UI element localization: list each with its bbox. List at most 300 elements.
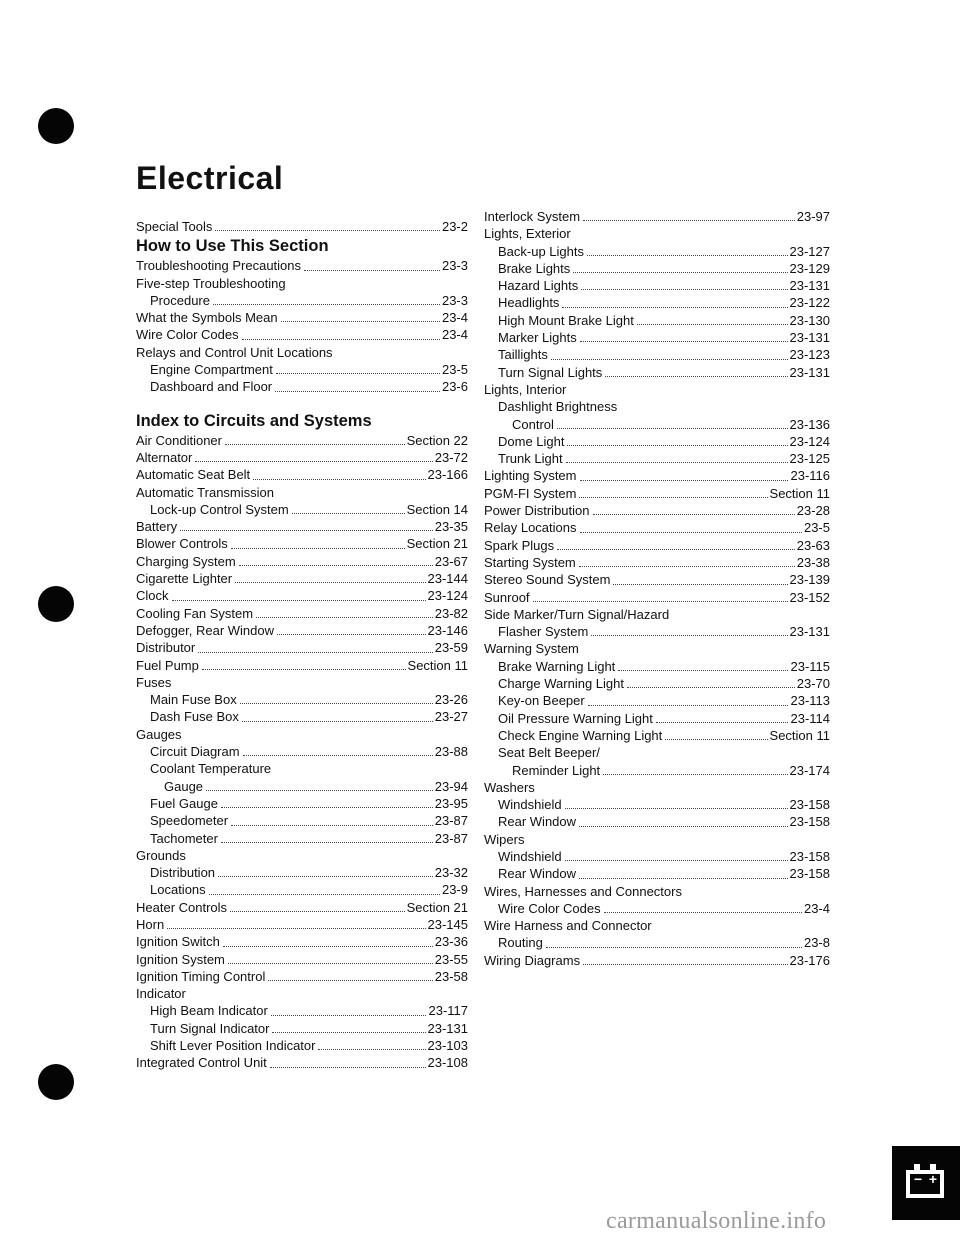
toc-entry-label: Check Engine Warning Light: [498, 727, 663, 743]
toc-entry-page: 23-136: [789, 416, 830, 432]
toc-entry: [136, 881, 468, 898]
toc-entry-page: 23-58: [434, 968, 468, 984]
toc-entry-page: 23-3: [441, 292, 468, 308]
minus-sign: −: [914, 1171, 923, 1187]
toc-entry: [484, 813, 830, 830]
dot-leader: [218, 876, 433, 877]
toc-entry-label: Flasher System: [498, 624, 589, 640]
toc-entry-page: 23-28: [796, 503, 830, 519]
toc-entry-label: Horn: [136, 916, 165, 932]
dot-leader: [580, 480, 789, 481]
toc-entry: [484, 692, 830, 709]
dot-leader: [270, 1067, 426, 1068]
dot-leader: [167, 928, 425, 929]
toc-entry: [136, 587, 468, 604]
toc-entry-label: Sunroof: [484, 589, 530, 605]
toc-entry-page: 23-115: [790, 658, 830, 674]
toc-entry-label: Headlights: [498, 295, 560, 311]
dot-leader: [223, 946, 433, 947]
toc-entry-page: 23-67: [434, 553, 468, 569]
dot-leader: [565, 860, 788, 861]
dot-leader: [318, 1049, 425, 1050]
dot-leader: [242, 339, 440, 340]
toc-entry: [136, 691, 468, 708]
dot-leader: [557, 428, 788, 429]
dot-leader: [275, 391, 440, 392]
toc-entry-page: 23-32: [434, 865, 468, 881]
toc-entry: [136, 899, 468, 916]
dot-leader: [579, 566, 795, 567]
toc-entry-page: 23-55: [434, 951, 468, 967]
toc-entry: [136, 639, 468, 656]
battery-icon: [906, 1170, 944, 1198]
toc-entry-label: Taillights: [498, 347, 548, 363]
toc-entry-page: 23-123: [789, 347, 830, 363]
binder-hole-top: [38, 108, 74, 144]
spacer: [136, 396, 468, 410]
toc-right-column: [484, 208, 830, 969]
toc-entry: [136, 449, 468, 466]
toc-entry-page: 23-108: [427, 1055, 468, 1071]
toc-entry-label: Troubleshooting Precautions: [136, 258, 302, 274]
toc-entry-label: Blower Controls: [136, 536, 228, 552]
toc-entry-page: Section 22: [406, 432, 468, 448]
toc-entry-page: 23-166: [427, 467, 468, 483]
dot-leader: [281, 321, 440, 322]
dot-leader: [231, 548, 405, 549]
toc-entry-page: 23-146: [427, 622, 468, 638]
toc-entry-label: Starting System: [484, 554, 576, 570]
toc-entry: [136, 622, 468, 639]
toc-group-heading: Fuses: [136, 674, 172, 690]
toc-entry-page: Section 11: [769, 727, 830, 743]
toc-entry: [136, 916, 468, 933]
toc-entry: [136, 812, 468, 829]
dot-leader: [656, 722, 789, 723]
dot-leader: [580, 341, 788, 342]
toc-entry-label: Air Conditioner: [136, 432, 222, 448]
dot-leader: [292, 513, 405, 514]
toc-entry-label: Wire Color Codes: [498, 900, 601, 916]
toc-entry-page: 23-116: [790, 468, 830, 484]
toc-entry-page: 23-176: [789, 952, 830, 968]
toc-entry: [484, 364, 830, 381]
toc-entry-label: Trunk Light: [498, 451, 563, 467]
toc-entry: [136, 1037, 468, 1054]
toc-entry-page: 23-139: [789, 572, 830, 588]
toc-entry-page: 23-5: [441, 362, 468, 378]
toc-entry: [484, 762, 830, 779]
toc-entry-label: Distribution: [150, 865, 216, 881]
toc-entry-label: Marker Lights: [498, 330, 577, 346]
toc-entry-label: Windshield: [498, 848, 562, 864]
toc-entry-label: Procedure: [150, 292, 210, 308]
toc-entry: [136, 292, 468, 309]
dot-leader: [221, 842, 433, 843]
toc-entry-page: 23-158: [789, 797, 830, 813]
toc-group-heading: Warning System: [484, 641, 579, 657]
toc-entry: [136, 466, 468, 483]
dot-leader: [591, 635, 787, 636]
toc-group-heading: Grounds: [136, 847, 186, 863]
toc-entry-page: 23-6: [441, 379, 468, 395]
toc-entry-label: Cooling Fan System: [136, 605, 254, 621]
toc-entry-page: 23-94: [434, 778, 468, 794]
dot-leader: [613, 584, 787, 585]
dot-leader: [579, 826, 787, 827]
toc-entry: [136, 535, 468, 552]
toc-entry-page: 23-8: [803, 935, 830, 951]
toc-entry-label: Main Fuse Box: [150, 692, 237, 708]
toc-entry-label: Stereo Sound System: [484, 572, 611, 588]
dot-leader: [221, 807, 433, 808]
dot-leader: [533, 601, 788, 602]
toc-entry: [484, 952, 830, 969]
toc-entry: [484, 589, 830, 606]
toc-entry: [136, 501, 468, 518]
toc-entry: [484, 727, 830, 744]
dot-leader: [579, 497, 767, 498]
toc-entry-page: Section 14: [406, 501, 468, 517]
toc-entry-label: Charge Warning Light: [498, 676, 624, 692]
toc-entry-page: 23-127: [789, 243, 830, 259]
toc-entry-label: Locations: [150, 882, 206, 898]
dot-leader: [256, 617, 433, 618]
battery-terminal-right: [930, 1164, 936, 1170]
toc-entry-label: Alternator: [136, 449, 193, 465]
toc-entry-page: 23-4: [441, 310, 468, 326]
toc-entry-label: Dash Fuse Box: [150, 709, 239, 725]
dot-leader: [225, 444, 405, 445]
dot-leader: [587, 255, 788, 256]
toc-entry-label: Back-up Lights: [498, 243, 584, 259]
toc-entry: [484, 260, 830, 277]
dot-leader: [665, 739, 767, 740]
toc-entry: [484, 277, 830, 294]
toc-entry-label: Rear Window: [498, 814, 577, 830]
toc-entry-label: Shift Lever Position Indicator: [150, 1038, 316, 1054]
toc-entry-page: 23-2: [441, 219, 468, 234]
toc-entry: [484, 934, 830, 951]
toc-entry-label: Relay Locations: [484, 520, 577, 536]
toc-entry-label: Gauge: [164, 778, 204, 794]
watermark: carmanualsonline.info: [606, 1208, 827, 1234]
toc-entry: [484, 485, 830, 502]
toc-entry-label: Circuit Diagram: [150, 744, 240, 760]
toc-entry: [484, 208, 830, 225]
toc-group-heading: Automatic Transmission: [136, 484, 274, 500]
toc-group-heading: Five-step Troubleshooting: [136, 275, 286, 291]
toc-entry: [484, 571, 830, 588]
toc-entry-page: 23-130: [789, 312, 830, 328]
dot-leader: [271, 1015, 427, 1016]
toc-entry-label: Ignition Switch: [136, 934, 220, 950]
toc-entry: [136, 1002, 468, 1019]
toc-entry-page: 23-113: [790, 693, 830, 709]
toc-entry-label: Hazard Lights: [498, 278, 579, 294]
toc-entry: [484, 450, 830, 467]
toc-entry-page: 23-38: [796, 554, 830, 570]
toc-entry: [484, 900, 830, 917]
toc-entry-page: 23-95: [434, 795, 468, 811]
toc-entry: [136, 518, 468, 535]
toc-entry: [136, 553, 468, 570]
toc-entry-page: 23-131: [427, 1020, 468, 1036]
toc-entry-label: Speedometer: [150, 813, 229, 829]
section-tab-badge: [892, 1146, 960, 1220]
binder-hole-bottom: [38, 1064, 74, 1100]
toc-entry-page: Section 11: [407, 657, 468, 673]
toc-entry: [484, 796, 830, 813]
toc-entry-page: 23-87: [434, 830, 468, 846]
toc-entry-page: 23-129: [789, 260, 830, 276]
toc-group-heading: Washers: [484, 779, 535, 795]
dot-leader: [588, 705, 789, 706]
toc-entry: [484, 467, 830, 484]
toc-entry: [136, 830, 468, 847]
toc-entry-page: 23-9: [441, 882, 468, 898]
toc-entry: [136, 933, 468, 950]
toc-left-column: [136, 218, 468, 1072]
toc-entry: [484, 675, 830, 692]
dot-leader: [604, 912, 802, 913]
toc-entry-page: 23-87: [434, 813, 468, 829]
dot-leader: [565, 808, 788, 809]
dot-leader: [605, 376, 787, 377]
toc-entry: [484, 312, 830, 329]
toc-entry-page: 23-131: [789, 364, 830, 380]
toc-entry: [136, 951, 468, 968]
dot-leader: [213, 304, 440, 305]
toc-entry: [136, 361, 468, 378]
toc-entry-page: 23-131: [789, 624, 830, 640]
toc-entry-page: 23-152: [789, 589, 830, 605]
dot-leader: [627, 687, 795, 688]
toc-entry: [136, 657, 468, 674]
toc-entry: [136, 1020, 468, 1037]
dot-leader: [240, 703, 433, 704]
toc-entry-label: Charging System: [136, 553, 236, 569]
toc-entry: [136, 968, 468, 985]
toc-entry-label: Dome Light: [498, 433, 565, 449]
toc-group-heading: Gauges: [136, 726, 182, 742]
toc-entry: [484, 346, 830, 363]
toc-entry-page: 23-124: [789, 433, 830, 449]
dot-leader: [593, 514, 795, 515]
toc-entry-page: 23-88: [434, 744, 468, 760]
dot-leader: [603, 774, 787, 775]
section-heading: Index to Circuits and Systems: [136, 411, 372, 430]
toc-entry: [484, 502, 830, 519]
toc-entry-page: 23-122: [789, 295, 830, 311]
dot-leader: [242, 721, 433, 722]
toc-entry-label: Fuel Gauge: [150, 795, 218, 811]
toc-entry-label: Oil Pressure Warning Light: [498, 710, 653, 726]
toc-entry-page: Section 21: [406, 899, 468, 915]
toc-entry-label: Brake Lights: [498, 260, 571, 276]
dot-leader: [195, 461, 432, 462]
toc-entry-label: Routing: [498, 935, 543, 951]
toc-entry-label: Reminder Light: [512, 762, 601, 778]
toc-group-heading: Wire Harness and Connector: [484, 918, 652, 934]
toc-entry-page: 23-131: [789, 278, 830, 294]
toc-entry: [484, 848, 830, 865]
dot-leader: [637, 324, 788, 325]
dot-leader: [580, 532, 802, 533]
dot-leader: [235, 582, 425, 583]
toc-entry-label: Turn Signal Lights: [498, 364, 603, 380]
toc-entry-label: Rear Window: [498, 866, 577, 882]
toc-entry: [484, 658, 830, 675]
toc-entry-label: Power Distribution: [484, 503, 590, 519]
toc-group-heading: Wipers: [484, 831, 525, 847]
toc-entry-label: High Mount Brake Light: [498, 312, 634, 328]
toc-entry-page: 23-82: [434, 605, 468, 621]
dot-leader: [202, 669, 406, 670]
toc-entry: [136, 1054, 468, 1071]
toc-entry-page: 23-3: [441, 258, 468, 274]
toc-entry-label: Fuel Pump: [136, 657, 199, 673]
toc-entry-label: Wire Color Codes: [136, 327, 239, 343]
toc-entry-page: 23-144: [427, 571, 468, 587]
dot-leader: [304, 270, 440, 271]
toc-entry: [484, 433, 830, 450]
toc-entry: [136, 570, 468, 587]
toc-entry: [484, 554, 830, 571]
dot-leader: [231, 825, 433, 826]
toc-entry-page: Section 11: [769, 485, 830, 501]
toc-entry: [136, 309, 468, 326]
toc-entry-page: 23-70: [796, 676, 830, 692]
page-title: Electrical: [136, 160, 284, 196]
toc-group-heading: Seat Belt Beeper/: [498, 745, 600, 761]
toc-entry: [136, 864, 468, 881]
toc-entry-page: 23-131: [789, 330, 830, 346]
dot-leader: [277, 634, 426, 635]
dot-leader: [562, 307, 787, 308]
toc-entry-label: Engine Compartment: [150, 362, 273, 378]
toc-entry-label: Turn Signal Indicator: [150, 1020, 270, 1036]
toc-entry-label: Lock-up Control System: [150, 501, 289, 517]
toc-entry: [484, 243, 830, 260]
toc-group-heading: Lights, Exterior: [484, 226, 571, 242]
toc-entry-page: 23-158: [789, 814, 830, 830]
toc-group-heading: Wires, Harnesses and Connectors: [484, 883, 682, 899]
toc-entry: [484, 865, 830, 882]
toc-entry-page: 23-174: [789, 762, 830, 778]
toc-entry-label: Battery: [136, 519, 178, 535]
toc-entry-page: Section 21: [406, 536, 468, 552]
toc-entry-page: 23-35: [434, 519, 468, 535]
toc-entry-label: Heater Controls: [136, 899, 228, 915]
dot-leader: [243, 755, 433, 756]
toc-entry-label: Key-on Beeper: [498, 693, 585, 709]
toc-entry-page: 23-97: [796, 209, 830, 224]
dot-leader: [583, 964, 787, 965]
toc-entry-page: 23-4: [441, 327, 468, 343]
toc-entry-label: Brake Warning Light: [498, 658, 616, 674]
toc-entry-label: Tachometer: [150, 830, 218, 846]
toc-entry-page: 23-72: [434, 449, 468, 465]
dot-leader: [581, 289, 787, 290]
toc-entry: [136, 605, 468, 622]
dot-leader: [180, 530, 433, 531]
toc-entry-label: Wiring Diagrams: [484, 952, 581, 968]
battery-terminal-left: [914, 1164, 920, 1170]
toc-entry-page: 23-27: [434, 709, 468, 725]
toc-entry-page: 23-26: [434, 692, 468, 708]
toc-group-heading: Dashlight Brightness: [498, 399, 618, 415]
dot-leader: [551, 359, 788, 360]
toc-entry: [136, 795, 468, 812]
dot-leader: [209, 894, 440, 895]
dot-leader: [228, 963, 433, 964]
toc-entry-page: 23-145: [427, 916, 468, 932]
dot-leader: [268, 980, 432, 981]
toc-entry-page: 23-114: [790, 710, 830, 726]
toc-entry-label: Dashboard and Floor: [150, 379, 273, 395]
toc-entry: [484, 519, 830, 536]
dot-leader: [239, 565, 433, 566]
dot-leader: [230, 911, 405, 912]
toc-group-heading: Side Marker/Turn Signal/Hazard: [484, 606, 670, 622]
toc-group-heading: Relays and Control Unit Locations: [136, 344, 333, 360]
dot-leader: [618, 670, 788, 671]
toc-entry-page: 23-59: [434, 640, 468, 656]
toc-entry: [136, 326, 468, 343]
toc-entry-label: High Beam Indicator: [150, 1003, 268, 1019]
toc-entry: [484, 329, 830, 346]
toc-entry-page: 23-63: [796, 537, 830, 553]
toc-entry-label: Clock: [136, 588, 169, 604]
toc-entry-page: 23-36: [434, 934, 468, 950]
toc-entry-label: Interlock System: [484, 209, 581, 224]
toc-entry: [136, 257, 468, 274]
plus-sign: +: [928, 1171, 937, 1187]
toc-group-heading: Indicator: [136, 986, 186, 1002]
toc-entry-page: 23-117: [428, 1003, 468, 1019]
dot-leader: [583, 220, 795, 221]
toc-entry-label: Defogger, Rear Window: [136, 622, 275, 638]
toc-entry-page: 23-158: [789, 848, 830, 864]
toc-entry-label: Cigarette Lighter: [136, 571, 233, 587]
dot-leader: [206, 790, 433, 791]
section-heading: How to Use This Section: [136, 237, 329, 256]
toc-entry-label: Special Tools: [136, 219, 213, 234]
toc-entry-label: Ignition Timing Control: [136, 968, 266, 984]
toc-entry: [136, 378, 468, 395]
toc-entry: [136, 708, 468, 725]
toc-entry-label: Spark Plugs: [484, 537, 555, 553]
dot-leader: [579, 878, 787, 879]
toc-group-heading: Lights, Interior: [484, 381, 567, 397]
toc-entry-page: 23-5: [803, 520, 830, 536]
toc-entry: [484, 294, 830, 311]
toc-group-heading: Coolant Temperature: [150, 761, 272, 777]
toc-entry-label: Integrated Control Unit: [136, 1055, 267, 1071]
dot-leader: [272, 1032, 425, 1033]
toc-entry-label: Control: [512, 416, 554, 432]
toc-entry: [484, 537, 830, 554]
dot-leader: [172, 600, 426, 601]
dot-leader: [546, 947, 802, 948]
toc-entry: [484, 710, 830, 727]
dot-leader: [566, 462, 788, 463]
toc-entry-page: 23-124: [427, 588, 468, 604]
dot-leader: [198, 652, 433, 653]
toc-entry-label: Lighting System: [484, 468, 577, 484]
dot-leader: [567, 445, 787, 446]
